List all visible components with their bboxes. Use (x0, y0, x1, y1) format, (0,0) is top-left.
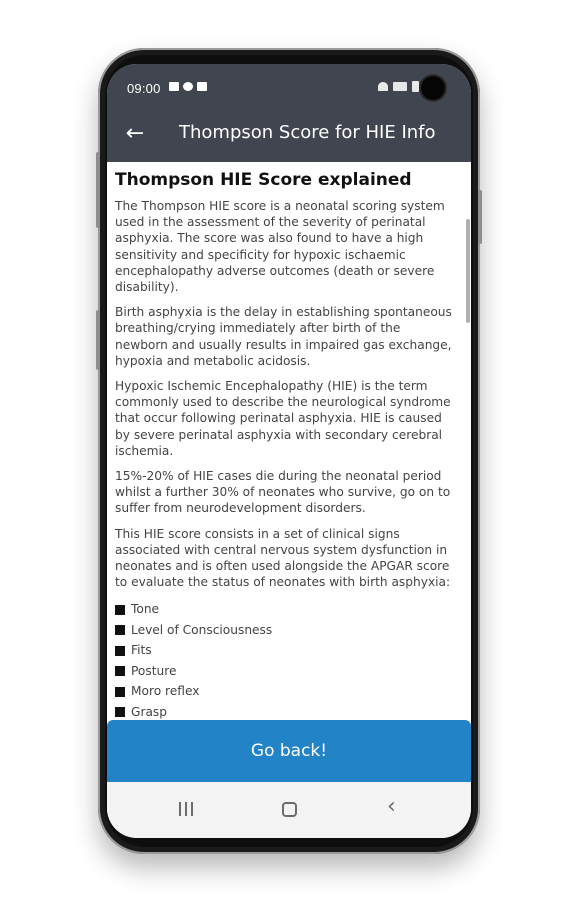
list-item (115, 681, 467, 702)
list-item-label: Fits (131, 643, 152, 658)
paragraph-line: by severe perinatal asphyxia with secondary cerebral (115, 427, 443, 442)
bullet-icon (115, 707, 125, 717)
paragraph-line: sensitivity and specificity for hypoxic ischaemic (115, 247, 406, 262)
side-button-left-lower (96, 310, 100, 370)
back-icon[interactable]: ‹ (387, 794, 396, 819)
paragraph-line: This HIE score consists in a set of clinical signs (115, 526, 400, 541)
paragraph-line: that occur following perinatal asphyxia. HIE is caused (115, 411, 442, 426)
list-item-label: Moro reflex (131, 684, 200, 699)
paragraph-5 (115, 526, 467, 591)
paragraph-line: asphyxia. The score was also found to have a high (115, 231, 424, 246)
paragraph-line: used in the assessment of the severity of perinatal (115, 215, 426, 230)
paragraph-4 (115, 468, 467, 517)
app-bar (107, 106, 471, 162)
paragraph-line: newborn and usually results in impaired gas exchange, (115, 337, 452, 352)
list-item (115, 599, 467, 620)
content-heading: Thompson HIE Score explained (115, 170, 412, 190)
signal-icon (393, 82, 407, 91)
paragraph-line: whilst a further 30% of neonates who survive, go on to (115, 485, 451, 500)
home-icon[interactable] (282, 802, 297, 817)
screen (107, 64, 471, 838)
android-notification-icon (197, 82, 207, 91)
status-time: 09:00 (127, 81, 161, 96)
bullet-icon (115, 625, 125, 635)
list-item (115, 620, 467, 641)
list-item-label: Tone (131, 602, 160, 617)
arrow-left-icon[interactable]: ← (125, 121, 145, 146)
side-button-left (96, 152, 100, 228)
paragraph-line: Birth asphyxia is the delay in establishing spontaneous (115, 305, 452, 320)
paragraph-line: ischemia. (115, 443, 174, 458)
list-item (115, 661, 467, 682)
paragraph-2 (115, 304, 467, 369)
bullet-icon (115, 605, 125, 615)
list-item-label: Posture (131, 663, 177, 678)
side-button-right (478, 190, 482, 244)
paragraph-line: commonly used to describe the neurological syndrome (115, 395, 451, 410)
paragraph-line: associated with central nervous system dysfunction in (115, 542, 448, 557)
paragraph-line: Hypoxic Ischemic Encephalopathy (HIE) is the term (115, 379, 428, 394)
list-item-label: Grasp (131, 704, 168, 719)
app-notification-icon (183, 82, 193, 91)
list-item-label: Level of Consciousness (131, 622, 273, 637)
paragraph-line: The Thompson HIE score is a neonatal scoring system (115, 199, 445, 213)
page-title: Thompson Score for HIE Info (179, 122, 436, 143)
bullet-icon (115, 646, 125, 656)
paragraph-1 (115, 198, 467, 295)
content-scroll-area[interactable] (115, 162, 467, 720)
status-bar (107, 64, 471, 106)
paragraph-line: 15%-20% of HIE cases die during the neonatal period (115, 469, 442, 484)
go-back-button[interactable]: Go back! (107, 720, 471, 782)
front-camera (421, 76, 445, 100)
paragraph-line: breathing/crying immediately after birth of the (115, 321, 401, 336)
paragraph-line: disability). (115, 280, 179, 295)
battery-icon (412, 81, 419, 92)
paragraph-line: neonates and is often used alongside the APGAR score (115, 559, 450, 574)
wifi-icon (378, 82, 388, 91)
paragraph-3 (115, 378, 467, 459)
system-nav-bar (107, 782, 471, 838)
paragraph-line: suffer from neurodevelopment disorders. (115, 501, 366, 516)
status-system-icons (378, 81, 419, 92)
paragraph-line: hypoxia and metabolic acidosis. (115, 353, 311, 368)
recents-icon[interactable] (179, 802, 193, 816)
paragraph-line: to evaluate the status of neonates with birth asphyxia: (115, 575, 451, 590)
bullet-icon (115, 666, 125, 676)
list-item (115, 640, 467, 661)
clinical-signs-list (115, 599, 467, 720)
list-item (115, 702, 467, 720)
image-notification-icon (169, 82, 179, 91)
paragraph-line: encephalopathy adverse outcomes (death or severe (115, 263, 435, 278)
status-notification-icons (169, 82, 207, 91)
scrollbar[interactable] (466, 219, 470, 323)
bullet-icon (115, 687, 125, 697)
